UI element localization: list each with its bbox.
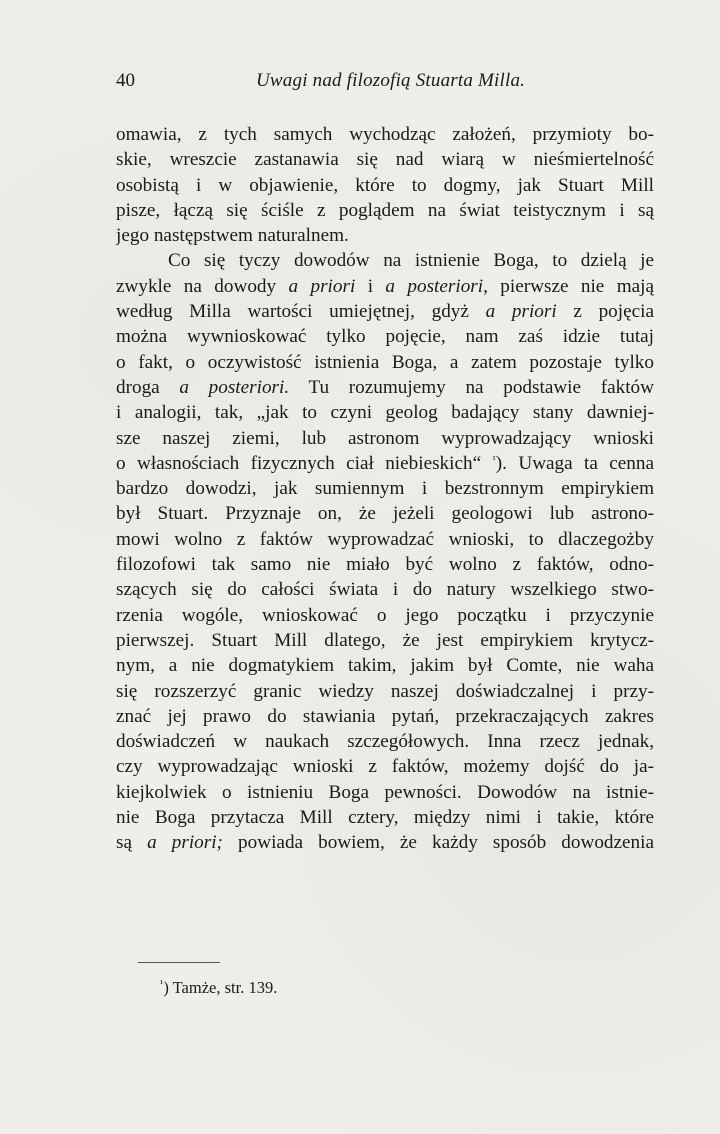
- text-segment: z pojęcia: [556, 301, 654, 323]
- footnote-marker: ¹: [160, 978, 164, 990]
- text-segment: filozofowi tak samo nie miało być wolno z faktów, odno-: [116, 554, 654, 576]
- text-segment: się rozszerzyć granic wiedzy naszej doświadczalnej i przy-: [116, 680, 654, 702]
- text-segment: i analogii, tak, „jak to czyni geolog badający stany dawniej-: [116, 402, 654, 424]
- text-line: [116, 324, 654, 349]
- text-segment: rzenia wogóle, wnioskować o jego początku i przyczynie: [116, 604, 654, 626]
- text-line: [116, 577, 654, 602]
- text-segment: był Stuart. Przyznaje on, że jeżeli geologowi lub astrono-: [116, 503, 654, 525]
- text-line: [116, 552, 654, 577]
- text-line: [116, 426, 654, 451]
- text-segment: o własnościach fizycznych ciał niebieskich“: [116, 452, 493, 474]
- text-line: [116, 147, 654, 172]
- text-segment: według Milla wartości umiejętnej, gdyż: [116, 301, 486, 323]
- text-line: [116, 805, 654, 830]
- text-segment: nie Boga przytacza Mill cztery, między nimi i takie, które: [116, 807, 654, 829]
- text-segment: zwykle na dowody: [116, 275, 289, 297]
- text-segment: pierwsze nie mają: [487, 275, 654, 297]
- text-segment: jego następstwem naturalnem.: [116, 225, 349, 247]
- text-line: [116, 173, 654, 198]
- footnote: [160, 978, 277, 998]
- running-head: [116, 70, 651, 98]
- text-line: [116, 451, 654, 476]
- text-line: [116, 679, 654, 704]
- italic-phrase: a priori: [288, 275, 356, 297]
- text-segment: i: [355, 275, 386, 297]
- text-line: [116, 299, 654, 324]
- text-segment: czy wyprowadzając wnioski z faktów, możemy dojść do ja-: [116, 756, 654, 778]
- italic-phrase: a priori;: [147, 832, 223, 854]
- text-line: [116, 780, 654, 805]
- text-segment: nym, a nie dogmatykiem takim, jakim był Comte, nie waha: [116, 655, 654, 677]
- italic-phrase: a posteriori.: [179, 376, 290, 398]
- text-line: [116, 248, 654, 273]
- running-title: Uwagi nad filozofią Stuarta Milla.: [256, 70, 526, 91]
- text-line: [116, 501, 654, 526]
- text-segment: omawia, z tych samych wychodząc założeń, przymioty bo-: [116, 124, 654, 145]
- text-segment: pierwszej. Stuart Mill dlatego, że jest empirykiem krytycz-: [116, 629, 654, 651]
- body-text: [116, 122, 654, 856]
- footnote-text: ) Tamże, str. 139.: [163, 978, 278, 997]
- text-line: [116, 476, 654, 501]
- footnote-divider: [138, 962, 220, 963]
- text-line: [116, 628, 654, 653]
- text-segment: są: [116, 832, 148, 854]
- text-segment: powiada bowiem, że każdy sposób dowodzenia: [222, 832, 654, 854]
- text-line: [116, 400, 654, 425]
- text-segment: można wywnioskować tylko pojęcie, nam zaś idzie tutaj: [116, 326, 654, 348]
- text-line: [116, 527, 654, 552]
- text-segment: znać jej prawo do stawiania pytań, przekraczających zakres: [116, 705, 654, 727]
- text-segment: osobistą i w objawienie, które to dogmy, jak Stuart Mill: [116, 174, 654, 196]
- text-line: [116, 603, 654, 628]
- text-segment: ). Uwaga ta cenna: [495, 452, 654, 474]
- text-segment: o fakt, o oczywistość istnienia Boga, a zatem pozostaje tylko: [116, 351, 654, 373]
- text-segment: kiejkolwiek o istnieniu Boga pewności. Dowodów na istnie-: [116, 781, 654, 803]
- text-line: [116, 122, 654, 147]
- italic-phrase: a posteriori,: [385, 275, 488, 297]
- text-line: [116, 223, 654, 248]
- text-segment: mowi wolno z faktów wyprowadzać wnioski, to dlaczegożby: [116, 528, 654, 550]
- text-segment: Co się tyczy dowodów na istnienie Boga, to dzielą je: [168, 250, 654, 272]
- text-line: [116, 830, 654, 855]
- text-line: [116, 274, 654, 299]
- text-segment: pisze, łączą się ściśle z poglądem na świat teistycznym i są: [116, 199, 654, 221]
- text-segment: droga: [116, 376, 180, 398]
- text-line: [116, 375, 654, 400]
- text-line: [116, 198, 654, 223]
- text-line: [116, 729, 654, 754]
- text-segment: doświadczeń w naukach szczegółowych. Inna rzecz jednak,: [116, 731, 654, 753]
- footnote-reference: ¹: [492, 453, 496, 466]
- text-segment: bardzo dowodzi, jak sumiennym i bezstronnym empirykiem: [116, 478, 654, 500]
- text-segment: sze naszej ziemi, lub astronom wyprowadzający wnioski: [116, 427, 654, 449]
- text-segment: skie, wreszcie zastanawia się nad wiarą w nieśmiertelność: [116, 149, 654, 171]
- text-line: [116, 754, 654, 779]
- page-number: 40: [116, 70, 135, 91]
- text-segment: szących się do całości świata i do natury wszelkiego stwo-: [116, 579, 654, 601]
- text-line: [116, 653, 654, 678]
- text-line: [116, 704, 654, 729]
- text-segment: Tu rozumujemy na podstawie faktów: [289, 376, 654, 398]
- text-line: [116, 350, 654, 375]
- italic-phrase: a priori: [485, 301, 557, 323]
